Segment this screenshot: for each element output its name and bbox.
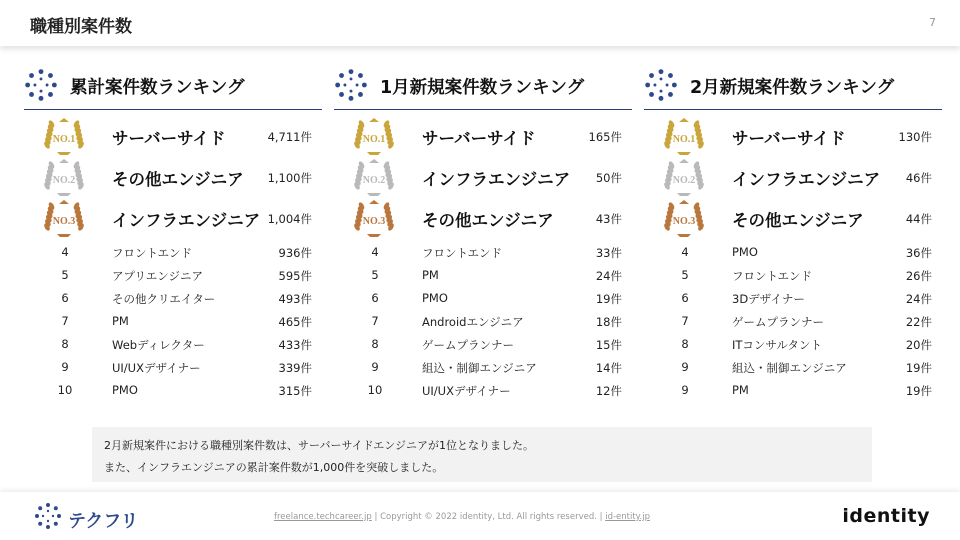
top-rank-count: 43件 bbox=[595, 212, 622, 226]
rank-count: 433件 bbox=[278, 338, 312, 352]
column-header bbox=[644, 64, 942, 110]
rank-number: 9 bbox=[61, 360, 69, 374]
rank-number: 8 bbox=[61, 337, 69, 351]
rank-count: 33件 bbox=[595, 246, 622, 260]
rank-name: フロントエンド bbox=[422, 246, 503, 260]
rank-number: 6 bbox=[681, 291, 689, 305]
rank-row bbox=[334, 310, 632, 333]
rank-name: PMO bbox=[422, 291, 448, 305]
top-rank-count: 130件 bbox=[898, 130, 932, 144]
medal-label: NO.3 bbox=[52, 216, 76, 227]
rank-name: UI/UXデザイナー bbox=[112, 361, 201, 375]
rank-row bbox=[24, 287, 322, 310]
medal-label: NO.1 bbox=[362, 134, 386, 145]
rank-row bbox=[24, 264, 322, 287]
dots-circle-icon bbox=[24, 68, 58, 102]
summary-note bbox=[92, 427, 872, 482]
top-rank-row bbox=[334, 157, 632, 198]
rank-3-medal-icon bbox=[42, 199, 86, 239]
column-title: 2月新規案件数ランキング bbox=[690, 78, 895, 98]
page-number: 7 bbox=[929, 16, 936, 29]
rank-row bbox=[24, 379, 322, 402]
rank-number: 7 bbox=[371, 314, 379, 328]
rank-name: UI/UXデザイナー bbox=[422, 384, 511, 398]
rank-count: 12件 bbox=[595, 384, 622, 398]
rank-row bbox=[334, 264, 632, 287]
rank-number: 9 bbox=[681, 360, 689, 374]
rank-row bbox=[24, 333, 322, 356]
dots-circle-icon bbox=[644, 68, 678, 102]
top-rank-row bbox=[334, 116, 632, 157]
rank-name: PM bbox=[422, 268, 439, 282]
rank-count: 465件 bbox=[278, 315, 312, 329]
rank-number: 4 bbox=[371, 245, 379, 259]
top-rank-count: 46件 bbox=[905, 171, 932, 185]
identity-logo-text: identity bbox=[842, 505, 930, 527]
slide-footer bbox=[0, 492, 960, 540]
rank-count: 315件 bbox=[278, 384, 312, 398]
rank-1-medal-icon bbox=[662, 117, 706, 157]
rank-row bbox=[24, 356, 322, 379]
summary-line-1: 2月新規案件における職種別案件数は、サーバーサイドエンジニアが1位となりました。 bbox=[104, 439, 534, 452]
top-rank-count: 44件 bbox=[905, 212, 932, 226]
medal-label: NO.3 bbox=[362, 216, 386, 227]
rank-row bbox=[644, 333, 942, 356]
column-header bbox=[24, 64, 322, 110]
rank-2-medal-icon bbox=[42, 158, 86, 198]
rank-count: 493件 bbox=[278, 292, 312, 306]
top-rank-name: インフラエンジニア bbox=[732, 170, 881, 189]
rank-number: 4 bbox=[681, 245, 689, 259]
column-header bbox=[334, 64, 632, 110]
rank-row bbox=[644, 287, 942, 310]
rank-number: 6 bbox=[371, 291, 379, 305]
top-rank-name: サーバーサイド bbox=[422, 129, 536, 148]
top-rank-count: 50件 bbox=[595, 171, 622, 185]
rank-number: 10 bbox=[367, 383, 383, 397]
top-rank-count: 165件 bbox=[588, 130, 622, 144]
rank-number: 5 bbox=[681, 268, 689, 282]
rank-number: 5 bbox=[61, 268, 69, 282]
rank-number: 7 bbox=[681, 314, 689, 328]
rank-count: 15件 bbox=[595, 338, 622, 352]
summary-line-2: また、インフラエンジニアの累計案件数が1,000件を突破しました。 bbox=[104, 461, 444, 474]
rank-3-medal-icon bbox=[662, 199, 706, 239]
top-rank-row bbox=[644, 198, 942, 239]
rank-count: 14件 bbox=[595, 361, 622, 375]
rank-count: 24件 bbox=[595, 269, 622, 283]
top-rank-name: サーバーサイド bbox=[112, 129, 226, 148]
rank-count: 18件 bbox=[595, 315, 622, 329]
rank-row bbox=[24, 241, 322, 264]
rank-row bbox=[334, 241, 632, 264]
top-rank-name: インフラエンジニア bbox=[422, 170, 571, 189]
rank-name: Webディレクター bbox=[112, 338, 205, 352]
ranking-column-3 bbox=[644, 64, 942, 402]
column-title: 1月新規案件数ランキング bbox=[380, 78, 585, 98]
rank-1-medal-icon bbox=[352, 117, 396, 157]
rank-name: PMO bbox=[112, 383, 138, 397]
rank-count: 19件 bbox=[595, 292, 622, 306]
rank-row bbox=[644, 356, 942, 379]
rank-name: ITコンサルタント bbox=[732, 338, 822, 352]
top-rank-name: サーバーサイド bbox=[732, 129, 846, 148]
rank-count: 19件 bbox=[905, 384, 932, 398]
copyright-line bbox=[274, 512, 650, 522]
rank-number: 7 bbox=[61, 314, 69, 328]
top-rank-count: 1,100件 bbox=[267, 171, 312, 185]
rank-row bbox=[644, 310, 942, 333]
separator: | bbox=[371, 512, 381, 522]
rank-name: ゲームプランナー bbox=[422, 338, 514, 352]
top-rank-row bbox=[644, 157, 942, 198]
rank-count: 20件 bbox=[905, 338, 932, 352]
rank-row bbox=[334, 287, 632, 310]
rank-row bbox=[644, 264, 942, 287]
rank-count: 339件 bbox=[278, 361, 312, 375]
rank-name: Androidエンジニア bbox=[422, 315, 524, 329]
top-rank-name: その他エンジニア bbox=[112, 170, 244, 189]
brand-name: テクフリ bbox=[68, 511, 139, 532]
rank-name: PM bbox=[112, 314, 129, 328]
top-rank-name: インフラエンジニア bbox=[112, 211, 261, 230]
rank-count: 36件 bbox=[905, 246, 932, 260]
rank-name: 組込・制御エンジニア bbox=[732, 361, 847, 375]
rank-2-medal-icon bbox=[352, 158, 396, 198]
top-rank-row bbox=[644, 116, 942, 157]
top-rank-count: 4,711件 bbox=[267, 130, 312, 144]
rank-count: 22件 bbox=[905, 315, 932, 329]
page-title: 職種別案件数 bbox=[30, 17, 132, 37]
identity-link[interactable]: id-entity.jp bbox=[605, 512, 650, 522]
techcareer-link[interactable]: freelance.techcareer.jp bbox=[274, 512, 372, 522]
rank-number: 4 bbox=[61, 245, 69, 259]
rank-name: フロントエンド bbox=[112, 246, 193, 260]
top-rank-row bbox=[24, 198, 322, 239]
rank-count: 24件 bbox=[905, 292, 932, 306]
medal-label: NO.1 bbox=[52, 134, 76, 145]
rank-row bbox=[644, 379, 942, 402]
column-title: 累計案件数ランキング bbox=[70, 78, 245, 98]
rank-name: 3Dデザイナー bbox=[732, 292, 805, 306]
top-rank-row bbox=[24, 157, 322, 198]
rank-count: 19件 bbox=[905, 361, 932, 375]
rank-row bbox=[644, 241, 942, 264]
rank-count: 26件 bbox=[905, 269, 932, 283]
top-rank-row bbox=[24, 116, 322, 157]
medal-label: NO.2 bbox=[672, 175, 696, 186]
separator: | bbox=[596, 512, 606, 522]
dots-circle-icon bbox=[334, 68, 368, 102]
identity-logo bbox=[842, 505, 930, 527]
top-rank-row bbox=[334, 198, 632, 239]
rank-2-medal-icon bbox=[662, 158, 706, 198]
rank-name: ゲームプランナー bbox=[732, 315, 824, 329]
rank-number: 10 bbox=[57, 383, 73, 397]
rank-name: 組込・制御エンジニア bbox=[422, 361, 537, 375]
top-rank-count: 1,004件 bbox=[267, 212, 312, 226]
rank-name: フロントエンド bbox=[732, 269, 813, 283]
rank-row bbox=[334, 356, 632, 379]
rank-number: 9 bbox=[681, 383, 689, 397]
rank-3-medal-icon bbox=[352, 199, 396, 239]
rank-row bbox=[334, 379, 632, 402]
slide-header bbox=[0, 0, 960, 46]
rank-name: その他クリエイター bbox=[112, 292, 216, 306]
dots-circle-icon bbox=[34, 502, 62, 530]
rank-number: 6 bbox=[61, 291, 69, 305]
rank-number: 5 bbox=[371, 268, 379, 282]
top-rank-name: その他エンジニア bbox=[732, 211, 864, 230]
medal-label: NO.1 bbox=[672, 134, 696, 145]
rank-count: 936件 bbox=[278, 246, 312, 260]
rank-row bbox=[334, 333, 632, 356]
rank-count: 595件 bbox=[278, 269, 312, 283]
rank-number: 8 bbox=[371, 337, 379, 351]
rank-1-medal-icon bbox=[42, 117, 86, 157]
copyright-text: Copyright © 2022 identity, Ltd. All rights reserved. bbox=[380, 512, 597, 522]
rank-number: 8 bbox=[681, 337, 689, 351]
rank-number: 9 bbox=[371, 360, 379, 374]
ranking-column-2 bbox=[334, 64, 632, 402]
rank-name: PM bbox=[732, 383, 749, 397]
top-rank-name: その他エンジニア bbox=[422, 211, 554, 230]
rank-row bbox=[24, 310, 322, 333]
rank-name: アプリエンジニア bbox=[112, 269, 204, 283]
medal-label: NO.2 bbox=[52, 175, 76, 186]
medal-label: NO.3 bbox=[672, 216, 696, 227]
rank-name: PMO bbox=[732, 245, 758, 259]
medal-label: NO.2 bbox=[362, 175, 386, 186]
ranking-column-1 bbox=[24, 64, 322, 402]
